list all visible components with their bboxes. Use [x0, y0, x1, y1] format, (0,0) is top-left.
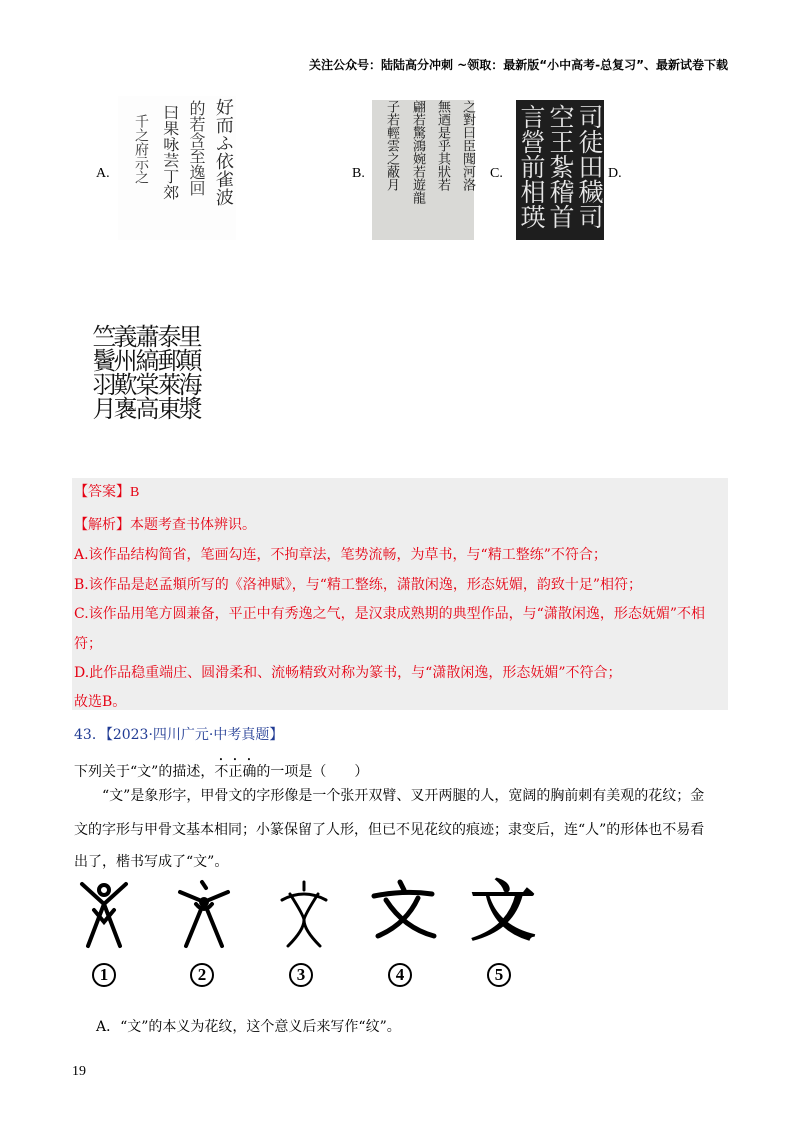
cal-a-col: 曰果咏芸丁郊 — [161, 103, 180, 201]
answer-line — [74, 482, 139, 503]
cal-b-col: 之對曰臣聞河洛 — [460, 100, 475, 191]
question-number: 43． — [74, 727, 106, 743]
glyph-label-4: 4 — [388, 963, 412, 987]
cal-a-col: 千之府示之 — [133, 114, 149, 184]
stem-pre: 下列关于“文”的描述， — [74, 764, 215, 780]
option-c-label: C. — [490, 166, 503, 181]
option-d-label: D. — [608, 166, 622, 181]
question-header — [74, 724, 283, 744]
analysis-line — [74, 515, 256, 535]
cal-b-col: 子若輕雲之蔽月 — [384, 100, 399, 191]
glyph-label-3: 3 — [289, 963, 313, 987]
cal-d-col: 里顛海漿 — [174, 324, 202, 420]
analysis-option-c-cont: 符； — [74, 636, 102, 652]
glyph-label-2: 2 — [190, 963, 214, 987]
analysis-text: 本题考查书体辨识。 — [130, 517, 256, 533]
analysis-option-d: D.此作品稳重端庄、圆滑柔和、流畅精致对称为篆书，与“潇散闲逸，形态妩媚”不符合； — [74, 665, 622, 681]
small-seal-wen-glyph-3 — [276, 880, 332, 950]
passage-line-2: 文的字形与甲骨文基本相同；小篆保留了人形，但已不见花纹的痕迹；隶变后，连“人”的形体也不易看 — [74, 822, 705, 838]
analysis-label: 【解析】 — [74, 517, 130, 533]
passage-line-1: “文”是象形字，甲骨文的字形像是一个张开双臂、叉开两腿的人，宽阔的胸前刺有美观的花纹；金 — [102, 788, 705, 804]
regular-wen-glyph-5: 文 — [470, 872, 536, 950]
cal-b-col: 翩若驚鴻婉若遊龍 — [410, 100, 425, 204]
analysis-option-b: B.该作品是赵孟頫所写的《洛神赋》，与“精工整练，潇散闲逸，形态妩媚，韵致十足”相符； — [74, 577, 643, 593]
option-b-calligraphy-image — [372, 100, 474, 240]
cal-a-col: 好而ふ依雀波 — [213, 97, 234, 207]
cal-c-col: 司徒田穢司 — [575, 104, 604, 229]
option-c-calligraphy-image — [516, 100, 604, 240]
oracle-bone-wen-glyph-1 — [76, 880, 132, 950]
option-d-calligraphy-image — [88, 322, 202, 464]
clerical-wen-glyph-4 — [370, 880, 436, 942]
cal-c-col: 空王紮稽首 — [546, 104, 575, 229]
answer-value: B — [130, 485, 140, 500]
analysis-conclusion: 故选B。 — [74, 694, 127, 710]
question-stem — [74, 756, 368, 781]
passage-line-3: 出了，楷书写成了“文”。 — [74, 854, 229, 870]
option-a-calligraphy-image — [118, 96, 236, 240]
glyph-label-5: 5 — [487, 963, 511, 987]
cal-d-col: 義州歎褢 — [109, 324, 137, 420]
cal-d-col: 蕭縞棠高 — [131, 324, 159, 420]
page-header: 关注公众号：陆陆高分冲刺 ~领取：最新版“小中高考-总复习”、最新试卷下载 — [309, 58, 728, 72]
cal-b-col: 無迺是乎其狀若 — [435, 100, 450, 191]
answer-label: 【答案】 — [74, 484, 130, 500]
stem-post: 的一项是（ ） — [256, 764, 369, 780]
stem-emphasis: 不正确 — [214, 764, 257, 780]
question-source: 【2023·四川广元·中考真题】 — [105, 727, 284, 743]
cal-d-col: 泰郵萊東 — [153, 324, 181, 420]
bronze-wen-glyph-2 — [176, 880, 232, 950]
option-a-label: A. — [96, 166, 110, 181]
analysis-option-c: C.该作品用笔方圆兼备，平正中有秀逸之气，是汉隶成熟期的典型作品，与“潇散闲逸，形态妩媚”不相 — [74, 606, 705, 622]
cal-c-col: 言營前相瑛 — [517, 104, 546, 229]
glyph-label-1: 1 — [92, 963, 116, 987]
option-b-label: B. — [352, 166, 365, 181]
cal-a-col: 的若含至逸回 — [187, 100, 206, 196]
choice-a: A．“文”的本义为花纹，这个意义后来写作“纹”。 — [96, 1019, 401, 1035]
analysis-option-a: A.该作品结构简省，笔画勾连，不拘章法，笔势流畅，为草书，与“精工整练”不符合； — [74, 547, 607, 563]
cal-d-col: 竺鬢羽月 — [88, 324, 116, 420]
page-number: 19 — [72, 1064, 86, 1079]
